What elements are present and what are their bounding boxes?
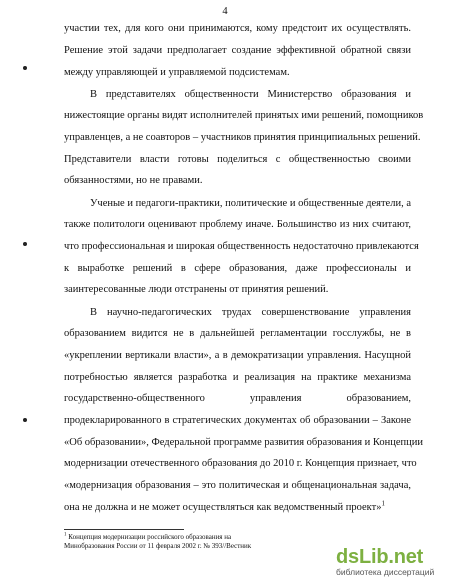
page-number: 4: [222, 6, 228, 17]
text-line: между управляющей и управляемой подсистемам.: [64, 67, 290, 78]
text-line: Решение этой задачи предполагает создание эффективной обратной связи: [64, 45, 411, 56]
margin-dot: [23, 242, 27, 246]
text-line: нижестоящие органы видят исполнителей принятых ими решений, помощников: [64, 110, 424, 121]
footnote-reference: 1: [381, 499, 385, 508]
text-line: образованием видится не в дальнейшей регламентации госслужбы, не в: [64, 328, 411, 339]
text-line: что профессиональная и широкая общественность недостаточно привлекаются: [64, 241, 419, 252]
text-line: «модернизация образования – это политическая и общенациональная задача,: [64, 480, 411, 491]
text-line: к выработке решений в сфере образования, даже профессионалы и: [64, 263, 411, 274]
text-line: «Об образовании», Федеральной программе развития образования и Концепции: [64, 437, 424, 448]
text-line: В представителях общественности Министерство образования и: [90, 89, 411, 100]
text-line: обязанностями, но не правами.: [64, 175, 203, 186]
watermark-brand: [336, 546, 423, 569]
watermark-subtitle: библиотека диссертаций: [336, 567, 435, 577]
footnote-rule: [64, 529, 184, 530]
margin-dot: [23, 66, 27, 70]
text-line: участии тех, для кого они принимаются, кому предстоит их осуществлять.: [64, 23, 411, 34]
footnote-line: [64, 533, 231, 542]
footnote-text: Концепция модернизации российского образования на: [68, 533, 232, 541]
text-line: управленцев, а не соавторов – участников принятия принципиальных решений.: [64, 132, 421, 143]
text-line: В научно-педагогических трудах совершенствование управления: [90, 307, 411, 318]
watermark-brand-b: .net: [388, 546, 424, 568]
text-line-content: она не должна и не может осуществляться как ведомственный проект»: [64, 502, 382, 513]
text-line: также политологи оценивают проблему иначе. Большинство из них считают,: [64, 219, 411, 230]
watermark-brand-a: dsLib: [336, 546, 389, 568]
footnote-marker: 1: [64, 532, 67, 538]
text-line: государственно-общественного управления образованием,: [64, 393, 411, 404]
text-line: модернизации отечественного образования до 2010 г. Концепция признает, что: [64, 458, 417, 469]
text-line: [64, 501, 411, 514]
footnote-line: Минобразования России от 11 февраля 2002 г. № 393//Вестник: [64, 542, 252, 550]
text-line: заинтересованные люди отстранены от принятия решений.: [64, 284, 329, 295]
text-line: продекларированного в стратегических документах об образовании – Законе: [64, 415, 411, 426]
text-line: «укреплении вертикали власти», а в демократизации управления. Насущной: [64, 350, 411, 361]
text-line: Представители власти готовы поделиться с общественностью своими: [64, 154, 411, 165]
watermark-logo: [336, 546, 442, 576]
text-line: потребностью является разработка и реализация на практике механизма: [64, 372, 411, 383]
margin-dot: [23, 418, 27, 422]
text-line: Ученые и педагоги-практики, политические и общественные деятели, а: [90, 198, 411, 209]
